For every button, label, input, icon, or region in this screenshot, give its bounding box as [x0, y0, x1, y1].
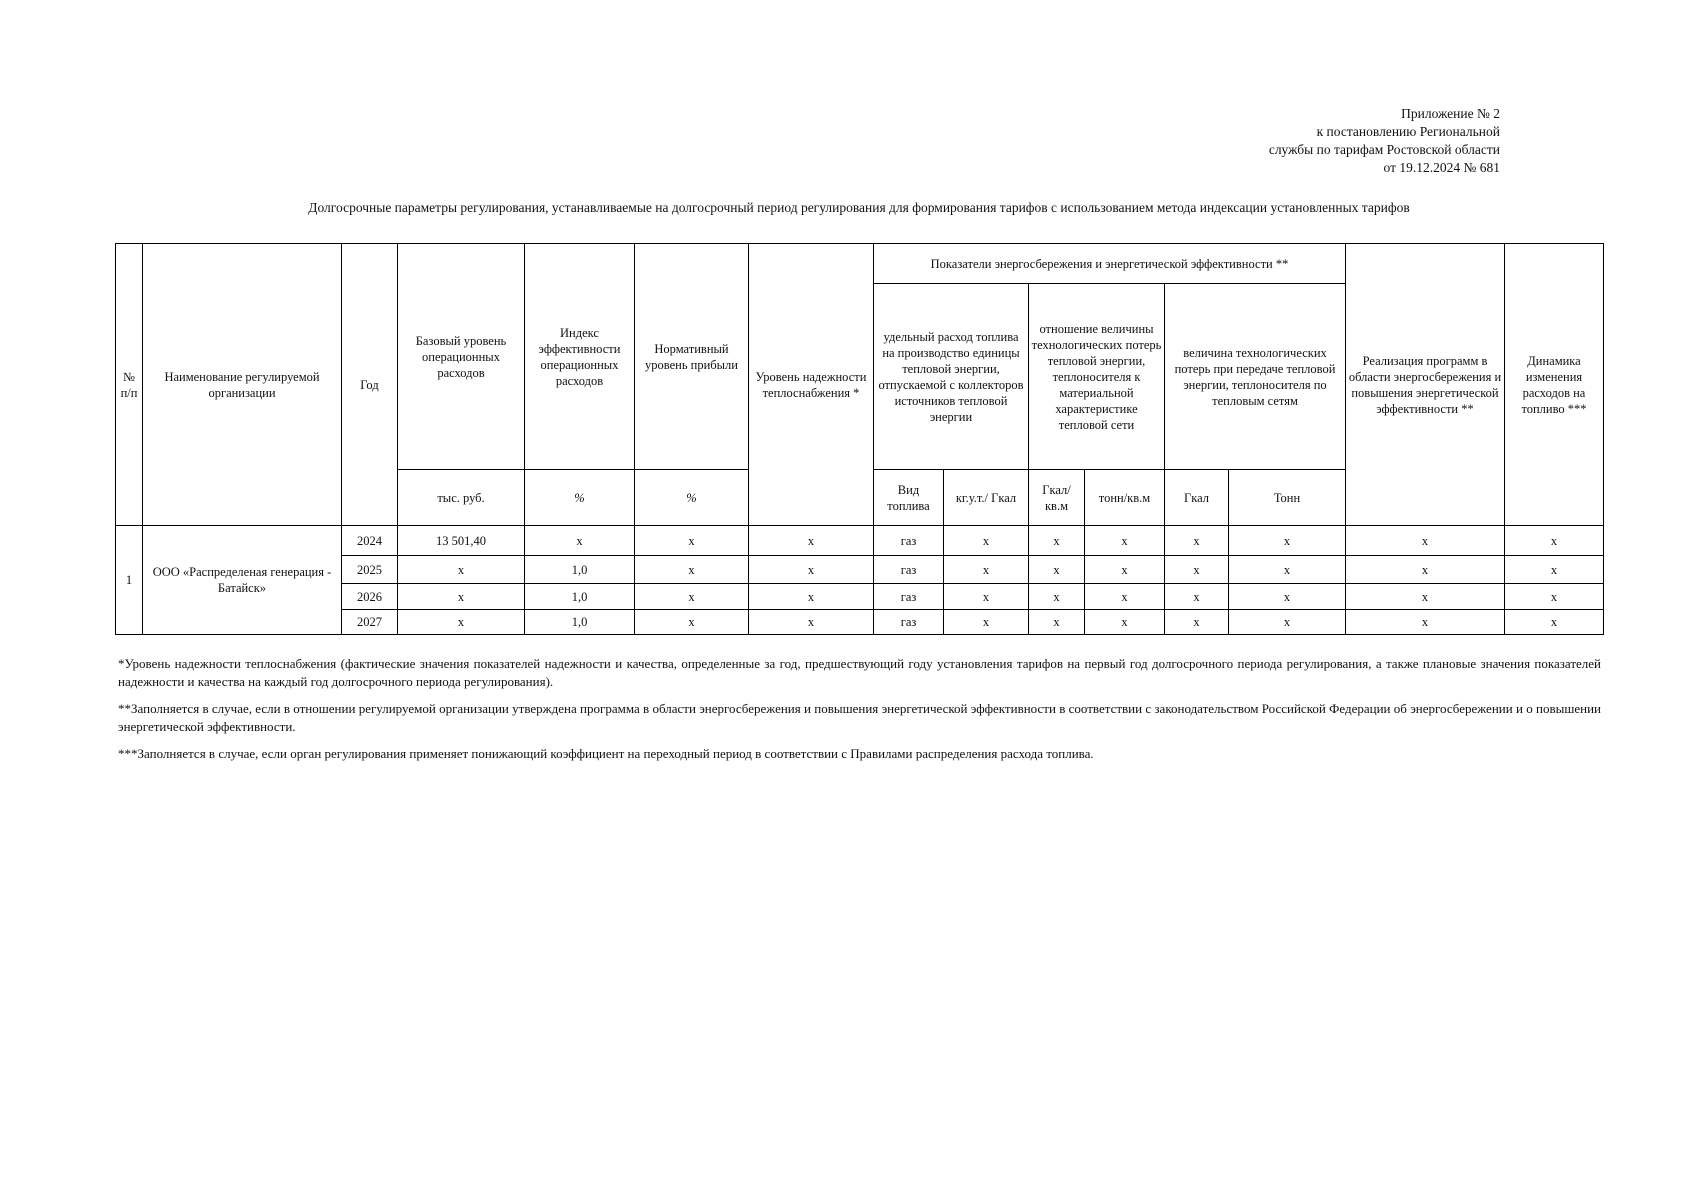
- cell-fuel-dynamics: х: [1505, 526, 1604, 556]
- footnote-energy-program: **Заполняется в случае, если в отношении регулируемой организации утверждена программа в области энергосбережения и повышения энергетической эффективности в соответствии с законодательством Российской Федерации об энергосбережении и о повышении энергетической эффективности.: [118, 701, 1601, 734]
- header-fuel-rate: удельный расход топлива на производство единицы тепловой энергии, отпускаемой с коллекторов источников тепловой энергии: [874, 284, 1029, 470]
- regulation-parameters-table: [115, 243, 1604, 635]
- cell-fuel-dynamics: х: [1505, 556, 1604, 584]
- cell-reliability: х: [749, 610, 874, 635]
- unit-gcal-per-sqm: Гкал/ кв.м: [1029, 470, 1085, 526]
- cell-fuel-dynamics: х: [1505, 584, 1604, 610]
- cell-base-cost: 13 501,40: [398, 526, 525, 556]
- cell-efficiency-index: 1,0: [525, 584, 635, 610]
- footnote-reliability: *Уровень надежности теплоснабжения (фактические значения показателей надежности и качества, определенные за год, предшествующий году установления тарифов на первый год долгосрочного периода регулирования, а также плановые значения показателей надежности и качества на каждый год долгосрочного периода регулирования).: [118, 656, 1601, 689]
- cell-year: 2027: [342, 610, 398, 635]
- header-num: № п/п: [116, 244, 143, 526]
- unit-fuel-rate: кг.у.т./ Гкал: [944, 470, 1029, 526]
- header-org: Наименование регулируемой организации: [143, 244, 342, 526]
- cell-fuel-rate: х: [944, 556, 1029, 584]
- cell-programs: х: [1346, 526, 1505, 556]
- cell-gcal: х: [1165, 526, 1229, 556]
- cell-profit: х: [635, 526, 749, 556]
- cell-base-cost: х: [398, 556, 525, 584]
- cell-ton-per-sqm: х: [1085, 556, 1165, 584]
- cell-fuel-rate: х: [944, 610, 1029, 635]
- table-row: [116, 526, 1604, 556]
- cell-year: 2025: [342, 556, 398, 584]
- cell-profit: х: [635, 584, 749, 610]
- footnotes: [118, 655, 1601, 772]
- cell-fuel-type: газ: [874, 526, 944, 556]
- header-base-cost: Базовый уровень операционных расходов: [398, 244, 525, 470]
- cell-ton: х: [1229, 526, 1346, 556]
- unit-gcal: Гкал: [1165, 470, 1229, 526]
- cell-gcal: х: [1165, 610, 1229, 635]
- org-number: 1: [116, 526, 143, 635]
- header-loss-ratio: отношение величины технологических потерь тепловой энергии, теплоносителя к материальной характеристике тепловой сети: [1029, 284, 1165, 470]
- cell-reliability: х: [749, 556, 874, 584]
- header-row: [116, 244, 1604, 284]
- cell-ton: х: [1229, 610, 1346, 635]
- unit-base-cost: тыс. руб.: [398, 470, 525, 526]
- header-reliability: Уровень надежности теплоснабжения *: [749, 244, 874, 526]
- cell-programs: х: [1346, 610, 1505, 635]
- cell-year: 2026: [342, 584, 398, 610]
- cell-gcal: х: [1165, 556, 1229, 584]
- header-profit: Нормативный уровень прибыли: [635, 244, 749, 470]
- cell-profit: х: [635, 556, 749, 584]
- unit-ton-per-sqm: тонн/кв.м: [1085, 470, 1165, 526]
- appendix-block: [1150, 105, 1500, 177]
- cell-fuel-type: газ: [874, 556, 944, 584]
- cell-gcal-per-sqm: х: [1029, 526, 1085, 556]
- cell-gcal-per-sqm: х: [1029, 610, 1085, 635]
- cell-ton: х: [1229, 584, 1346, 610]
- org-name: ООО «Распределеная генерация - Батайск»: [143, 526, 342, 635]
- header-year: Год: [342, 244, 398, 526]
- cell-base-cost: х: [398, 610, 525, 635]
- cell-ton-per-sqm: х: [1085, 610, 1165, 635]
- header-loss-value: величина технологических потерь при передаче тепловой энергии, теплоносителя по тепловым сетям: [1165, 284, 1346, 470]
- header-programs: Реализация программ в области энергосбережения и повышения энергетической эффективности **: [1346, 244, 1505, 526]
- document-title: Долгосрочные параметры регулирования, устанавливаемые на долгосрочный период регулирования для формирования тарифов с использованием метода индексации установленных тарифов: [308, 200, 1410, 215]
- cell-fuel-type: газ: [874, 584, 944, 610]
- cell-gcal: х: [1165, 584, 1229, 610]
- cell-reliability: х: [749, 526, 874, 556]
- appendix-line: службы по тарифам Ростовской области: [1268, 142, 1500, 157]
- header-energy-group: Показатели энергосбережения и энергетической эффективности **: [874, 244, 1346, 284]
- unit-profit: %: [635, 470, 749, 526]
- cell-fuel-type: газ: [874, 610, 944, 635]
- cell-gcal-per-sqm: х: [1029, 556, 1085, 584]
- cell-programs: х: [1346, 584, 1505, 610]
- cell-efficiency-index: 1,0: [525, 610, 635, 635]
- header-fuel-dynamics: Динамика изменения расходов на топливо ***: [1505, 244, 1604, 526]
- header-efficiency-index: Индекс эффективности операционных расходов: [525, 244, 635, 470]
- cell-efficiency-index: х: [525, 526, 635, 556]
- unit-efficiency-index: %: [525, 470, 635, 526]
- cell-fuel-rate: х: [944, 584, 1029, 610]
- cell-ton: х: [1229, 556, 1346, 584]
- cell-programs: х: [1346, 556, 1505, 584]
- appendix-line: Приложение № 2: [1401, 106, 1500, 121]
- appendix-line: к постановлению Региональной: [1316, 124, 1500, 139]
- unit-fuel-type: Вид топлива: [874, 470, 944, 526]
- cell-fuel-dynamics: х: [1505, 610, 1604, 635]
- appendix-line: от 19.12.2024 № 681: [1383, 160, 1500, 175]
- cell-year: 2024: [342, 526, 398, 556]
- cell-base-cost: х: [398, 584, 525, 610]
- cell-efficiency-index: 1,0: [525, 556, 635, 584]
- cell-ton-per-sqm: х: [1085, 584, 1165, 610]
- cell-ton-per-sqm: х: [1085, 526, 1165, 556]
- footnote-fuel-coefficient: ***Заполняется в случае, если орган регулирования применяет понижающий коэффициент на переходный период в соответствии с Правилами распределения расхода топлива.: [118, 746, 1094, 761]
- cell-fuel-rate: х: [944, 526, 1029, 556]
- cell-profit: х: [635, 610, 749, 635]
- unit-ton: Тонн: [1229, 470, 1346, 526]
- cell-gcal-per-sqm: х: [1029, 584, 1085, 610]
- cell-reliability: х: [749, 584, 874, 610]
